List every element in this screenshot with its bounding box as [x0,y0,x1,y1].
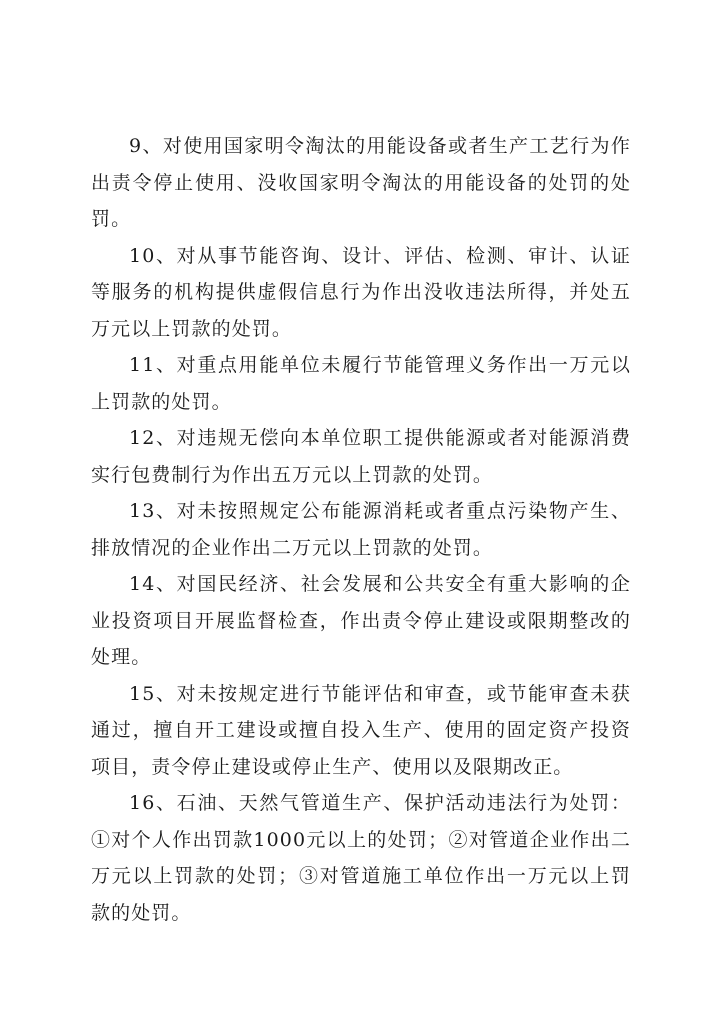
paragraph-item-16: 16、石油、天然气管道生产、保护活动违法行为处罚：①对个人作出罚款1000元以上的处罚；②对管道企业作出二万元以上罚款的处罚；③对管道施工单位作出一万元以上罚款的处罚。 [91,792,631,924]
paragraph-item-9: 9、对使用国家明令淘汰的用能设备或者生产工艺行为作出责令停止使用、没收国家明令淘汰的用能设备的处罚的处罚。 [91,135,631,230]
paragraph-item-13: 13、对未按照规定公布能源消耗或者重点污染物产生、排放情况的企业作出二万元以上罚款的处罚。 [91,500,631,559]
paragraph-item-10: 10、对从事节能咨询、设计、评估、检测、审计、认证等服务的机构提供虚假信息行为作出没收违法所得，并处五万元以上罚款的处罚。 [91,244,631,340]
paragraph-item-15: 15、对未按规定进行节能评估和审查，或节能审查未获通过，擅自开工建设或擅自投入生产、使用的固定资产投资项目，责令停止建设或停止生产、使用以及限期改正。 [91,682,631,778]
paragraph-item-14: 14、对国民经济、社会发展和公共安全有重大影响的企业投资项目开展监督检查，作出责令停止建设或限期整改的处理。 [91,573,631,668]
paragraph-item-11: 11、对重点用能单位未履行节能管理义务作出一万元以上罚款的处罚。 [91,354,631,413]
document-body [91,128,631,931]
paragraph-item-12: 12、对违规无偿向本单位职工提供能源或者对能源消费实行包费制行为作出五万元以上罚款的处罚。 [91,427,631,486]
